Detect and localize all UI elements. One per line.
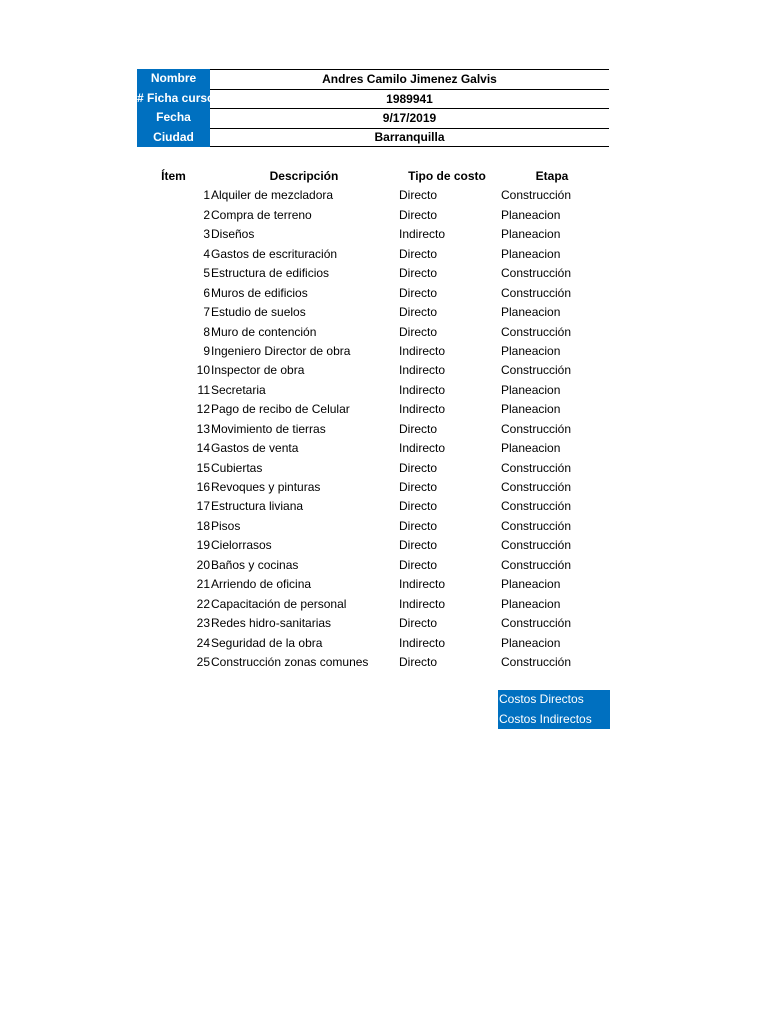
cost-type: Indirecto [399,635,446,650]
column-header-descripcion: Descripción [269,169,339,183]
stage: Planeacion [501,577,561,592]
table-row [137,264,611,283]
item-description: Muros de edificios [211,285,308,300]
item-number: 14 [196,441,210,456]
item-description: Cielorrasos [211,538,272,553]
cost-type: Directo [399,538,438,553]
item-number: 7 [203,305,210,320]
item-description: Baños y cocinas [211,557,299,572]
cost-type: Directo [399,285,438,300]
table-row [137,517,611,536]
stage: Planeacion [501,441,561,456]
column-header-item: Ítem [161,169,186,183]
item-number: 16 [196,480,210,494]
item-number: 20 [196,557,210,572]
table-row [137,225,611,244]
item-number: 25 [196,654,210,669]
item-description: Muro de contención [211,324,317,339]
stage: Construcción [501,480,572,494]
table-row [137,439,611,458]
cost-type: Directo [399,499,438,514]
cost-type: Directo [399,207,438,222]
cost-type: Indirecto [399,402,446,417]
cost-type: Indirecto [399,577,446,592]
item-description: Gastos de venta [211,441,299,456]
item-description: Movimiento de tierras [211,421,326,436]
table-row [137,497,611,516]
table-row [137,323,611,342]
cost-type: Indirecto [399,382,446,397]
item-number: 15 [196,460,210,475]
item-description: Estudio de suelos [211,305,306,320]
header-row-ciudad [137,128,609,148]
item-description: Redes hidro-sanitarias [211,616,332,631]
item-number: 9 [203,343,210,358]
item-description: Pisos [211,518,241,533]
item-description: Gastos de escrituración [211,246,338,261]
item-description: Compra de terreno [211,207,312,222]
cost-type: Indirecto [399,363,446,378]
stage: Construcción [501,538,572,553]
table-row [137,536,611,555]
table-row [137,595,611,614]
item-number: 24 [196,635,210,650]
item-number: 5 [203,266,210,281]
item-number: 13 [196,421,210,436]
cost-type: Indirecto [399,227,446,242]
stage: Construcción [501,518,572,533]
stage: Construcción [501,460,572,475]
header-row-ficha [137,89,609,109]
header-label: Nombre [137,69,210,89]
item-number: 2 [203,207,210,222]
header-value: Andres Camilo Jimenez Galvis [210,69,609,89]
cost-type: Directo [399,246,438,261]
stage: Planeacion [501,596,561,611]
legend-costos-directos: Costos Directos [498,690,610,710]
item-description: Diseños [211,227,255,242]
item-description: Arriendo de oficina [211,577,312,592]
stage: Construcción [501,557,572,572]
column-header-tipo: Tipo de costo [408,169,486,183]
cost-type: Directo [399,305,438,320]
table-row [137,284,611,303]
item-description: Alquiler de mezcladora [211,188,334,203]
item-number: 8 [203,324,210,339]
header-row-fecha [137,108,609,128]
item-description: Secretaria [211,382,266,397]
stage: Planeacion [501,382,561,397]
item-number: 12 [196,402,210,417]
cost-table [137,167,611,672]
table-row [137,186,611,205]
stage: Planeacion [501,343,561,358]
item-number: 17 [196,499,210,514]
stage: Planeacion [501,207,561,222]
header-label: Fecha [137,108,210,128]
table-row [137,556,611,575]
header-info-table [137,69,609,147]
table-row [137,575,611,594]
header-value: 1989941 [210,89,609,109]
table-row [137,381,611,400]
item-description: Estructura de edificios [211,266,330,281]
item-number: 22 [196,596,210,611]
item-description: Cubiertas [211,460,263,475]
cost-type: Directo [399,557,438,572]
item-description: Revoques y pinturas [211,480,321,494]
item-number: 6 [203,285,210,300]
table-row [137,303,611,322]
cost-type: Directo [399,266,438,281]
stage: Planeacion [501,402,561,417]
stage: Construcción [501,266,572,281]
cost-type: Directo [399,518,438,533]
stage: Construcción [501,363,572,378]
table-row [137,361,611,380]
cost-type: Directo [399,480,438,494]
item-description: Seguridad de la obra [211,635,323,650]
item-number: 19 [196,538,210,553]
item-description: Estructura liviana [211,499,304,514]
header-value: Barranquilla [210,128,609,148]
cost-type: Directo [399,616,438,631]
stage: Construcción [501,616,572,631]
stage: Construcción [501,654,572,669]
cost-type: Directo [399,654,438,669]
stage: Construcción [501,499,572,514]
item-description: Capacitación de personal [211,596,347,611]
table-row [137,420,611,439]
item-number: 4 [203,246,210,261]
header-row-nombre [137,69,609,89]
table-row [137,478,611,497]
stage: Construcción [501,324,572,339]
cost-type: Directo [399,460,438,475]
item-number: 18 [196,518,210,533]
cost-type: Directo [399,188,438,203]
table-body [137,186,611,672]
table-row [137,459,611,478]
table-row [137,653,611,672]
cost-type: Directo [399,324,438,339]
item-number: 1 [203,188,210,203]
item-description: Inspector de obra [211,363,305,378]
header-value: 9/17/2019 [210,108,609,128]
item-description: Ingeniero Director de obra [211,343,351,358]
column-header-etapa: Etapa [535,169,569,183]
stage: Construcción [501,188,572,203]
stage: Planeacion [501,246,561,261]
cost-type: Indirecto [399,596,446,611]
item-number: 10 [196,363,210,378]
cost-type: Directo [399,421,438,436]
item-number: 21 [196,577,210,592]
table-row [137,342,611,361]
stage: Planeacion [501,227,561,242]
cost-legend [498,690,610,729]
item-number: 23 [196,616,210,631]
cost-type: Indirecto [399,441,446,456]
table-header-row [137,167,611,186]
header-label: # Ficha curso [137,89,210,109]
cost-type: Indirecto [399,343,446,358]
table-row [137,634,611,653]
item-number: 11 [197,382,210,397]
table-row [137,206,611,225]
table-row [137,614,611,633]
stage: Planeacion [501,305,561,320]
item-number: 3 [203,227,210,242]
legend-costos-indirectos: Costos Indirectos [498,710,610,730]
stage: Construcción [501,285,572,300]
table-row [137,245,611,264]
stage: Planeacion [501,635,561,650]
stage: Construcción [501,421,572,436]
header-label: Ciudad [137,128,210,148]
table-row [137,400,611,419]
item-description: Pago de recibo de Celular [211,402,350,417]
item-description: Construcción zonas comunes [211,654,369,669]
